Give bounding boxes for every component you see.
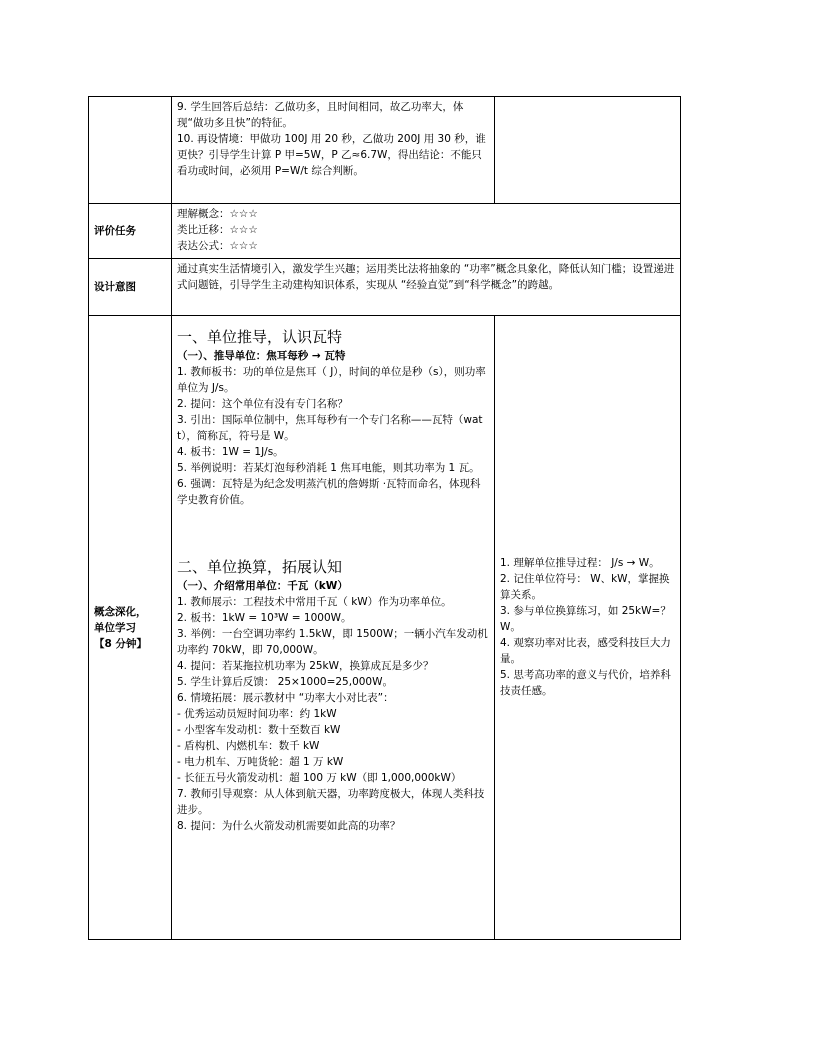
text-line: - 盾构机、内燃机车：数千 kW	[177, 740, 320, 752]
text-line: 3. 引出：国际单位制中，焦耳每秒有一个专门名称——瓦特（watt），简称瓦，符号是 W。	[177, 414, 483, 442]
text-line: 10. 再设情境：甲做功 100J 用 20 秒，乙做功 200J 用 30 秒，谁更快？引导学生计算 P 甲=5W，P 乙≈6.7W，得出结论：不能只看功或时间，必须用 P=W/t 综合判断。	[177, 133, 486, 177]
evaluation-cell	[172, 204, 681, 259]
spacer	[177, 508, 489, 548]
text-line: 3. 举例：一台空调功率约 1.5kW，即 1500W；一辆小汽车发动机功率约 70kW，即 70,000W。	[177, 628, 488, 656]
section-subtitle: （一）、推导单位：焦耳每秒 → 瓦特	[177, 350, 346, 362]
evaluation-label: 评价任务	[89, 204, 172, 259]
table-row-concept	[89, 316, 681, 940]
text-line: 1. 教师板书：功的单位是焦耳（ J），时间的单位是秒（s），则功率单位为 J/s。	[177, 366, 486, 394]
row-label-empty	[89, 97, 172, 204]
section-subtitle: （一）、介绍常用单位：千瓦（kW）	[177, 580, 348, 592]
text-line: 5. 举例说明：若某灯泡每秒消耗 1 焦耳电能，则其功率为 1 瓦。	[177, 462, 480, 474]
design-text: 通过真实生活情境引入，激发学生兴趣；运用类比法将抽象的 “功率”概念具象化，降低认知门槛；设置递进式问题链，引导学生主动建构知识体系，实现从 “经验直觉”到“科学概念”的跨越。	[177, 263, 675, 291]
text-line: 4. 板书：1W = 1J/s。	[177, 446, 284, 458]
design-cell	[172, 259, 681, 316]
concept-student-cell	[495, 316, 681, 940]
text-line: 8. 提问：为什么火箭发动机需要如此高的功率？	[177, 820, 401, 832]
section-title: 二、单位换算，拓展认知	[177, 558, 343, 576]
text-line: - 长征五号火箭发动机：超 100 万 kW（即 1,000,000kW）	[177, 772, 462, 784]
student-line: 5. 思考高功率的意义与代价，培养科技责任感。	[500, 668, 671, 697]
table-row-continuation	[89, 97, 681, 204]
text-line: - 电力机车、万吨货轮：超 1 万 kW	[177, 756, 344, 768]
text-line: 7. 教师引导观察：从人体到航天器，功率跨度极大，体现人类科技进步。	[177, 788, 485, 816]
concept-label-line: 单位学习	[94, 621, 136, 634]
concept-label-line: 【8 分钟】	[94, 637, 147, 650]
student-activity-cell-empty	[495, 97, 681, 204]
text-line: - 小型客车发动机：数十至数百 kW	[177, 724, 341, 736]
student-line: 1. 理解单位推导过程： J/s → W。	[500, 556, 660, 569]
text-line: 4. 提问：若某拖拉机功率为 25kW，换算成瓦是多少？	[177, 660, 434, 672]
text-line: 2. 提问：这个单位有没有专门名称？	[177, 398, 348, 410]
text-line: - 优秀运动员短时间功率：约 1kW	[177, 708, 337, 720]
evaluation-item: 理解概念：☆☆☆	[177, 208, 258, 220]
design-label: 设计意图	[89, 259, 172, 316]
text-line: 6. 强调：瓦特是为纪念发明蒸汽机的詹姆斯 ·瓦特而命名，体现科学史教育价值。	[177, 478, 481, 506]
concept-teacher-cell	[172, 316, 495, 940]
concept-label	[89, 316, 172, 940]
text-line: 5. 学生计算后反馈： 25×1000=25,000W。	[177, 676, 393, 688]
evaluation-item: 类比迁移：☆☆☆	[177, 224, 258, 236]
student-line: 3. 参与单位换算练习，如 25kW=？W。	[500, 604, 671, 633]
student-line: 2. 记住单位符号： W、kW，掌握换算关系。	[500, 572, 670, 601]
evaluation-item: 表达公式：☆☆☆	[177, 240, 258, 252]
text-line: 2. 板书：1kW = 10³W = 1000W。	[177, 612, 352, 624]
text-line: 9. 学生回答后总结：乙做功多，且时间相同，故乙功率大，体现“做功多且快”的特征。	[177, 101, 464, 129]
text-line: 1. 教师展示：工程技术中常用千瓦（ kW）作为功率单位。	[177, 596, 452, 608]
teacher-activity-cell	[172, 97, 495, 204]
text-line: 6. 情境拓展：展示教材中 “功率大小对比表”：	[177, 692, 394, 704]
student-line: 4. 观察功率对比表，感受科技巨大力量。	[500, 636, 671, 665]
section-title: 一、单位推导，认识瓦特	[177, 328, 343, 346]
concept-label-line: 概念深化，	[94, 605, 147, 618]
lesson-plan-table	[88, 96, 681, 940]
table-row-evaluation	[89, 204, 681, 259]
table-row-design	[89, 259, 681, 316]
